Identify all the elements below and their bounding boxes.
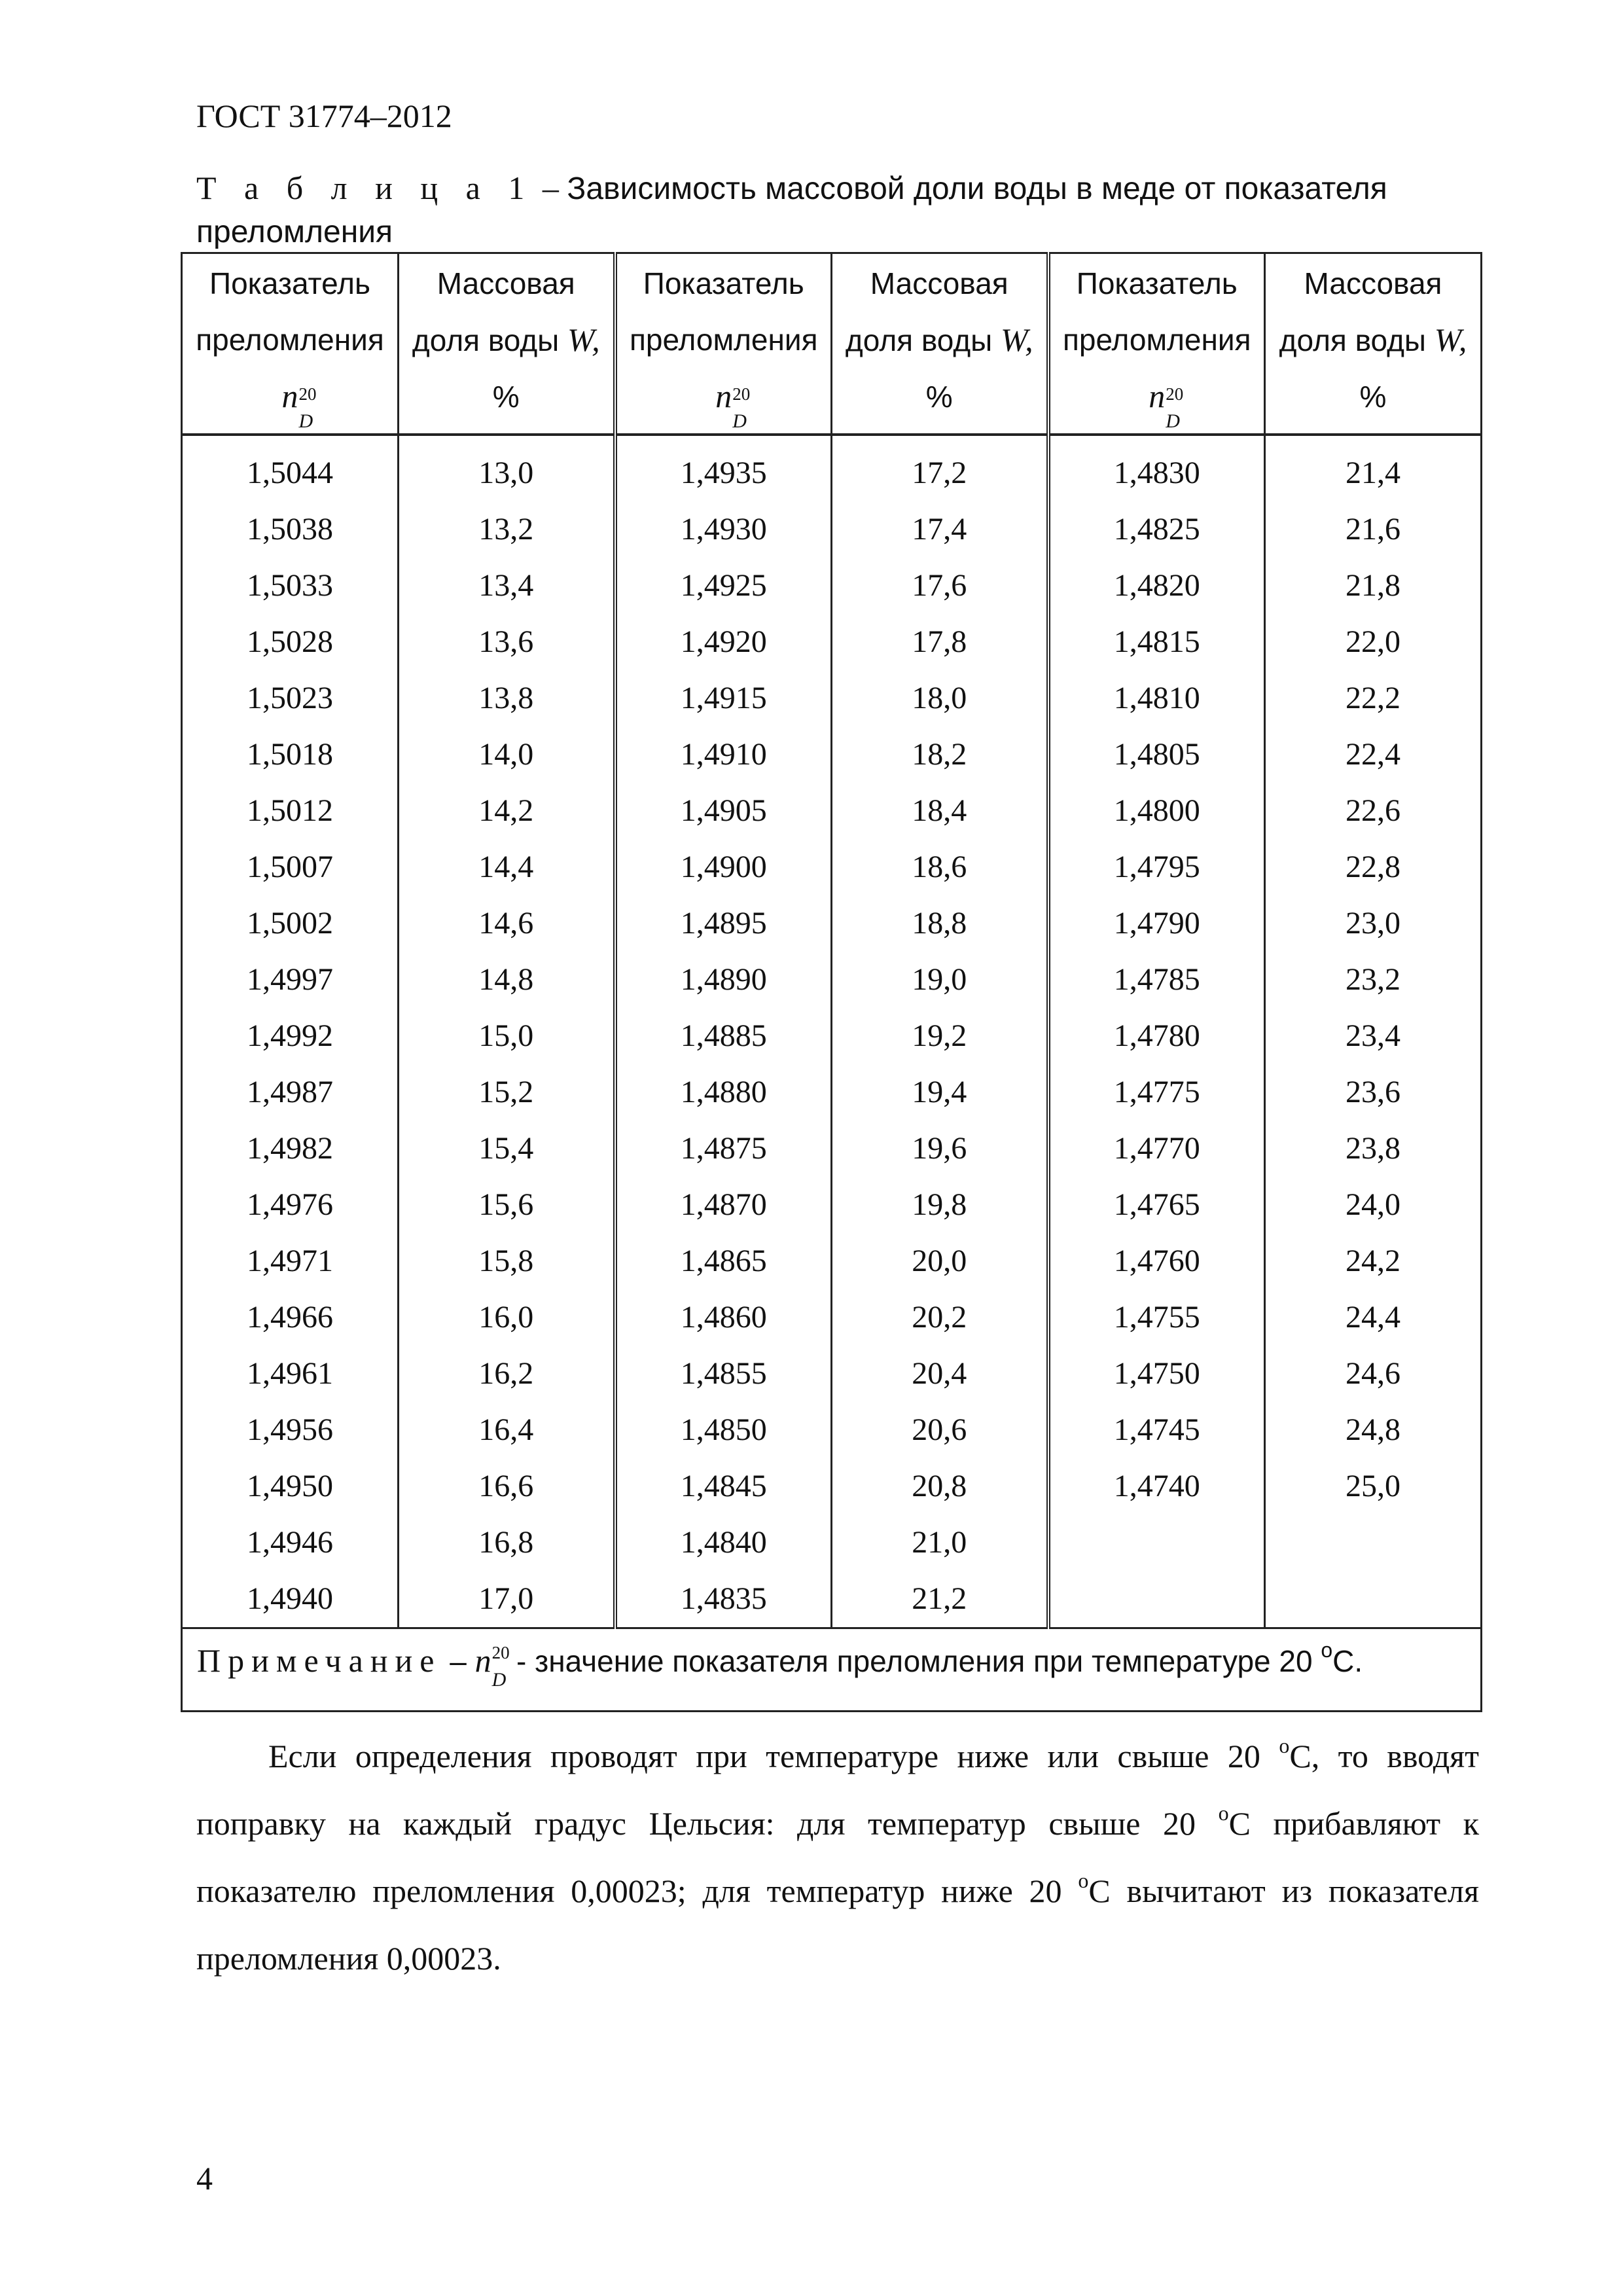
water-value-cell: 21,2 [912,1581,967,1616]
refraction-value-cell: 1,4976 [247,1187,333,1222]
refraction-symbol-sub: D [1166,410,1180,432]
table-caption-dash: – [534,170,567,206]
header-cell-refraction-index [182,253,399,435]
water-value-cell: 22,6 [1346,793,1400,828]
water-value-cell: 15,4 [478,1131,534,1166]
table-caption-label: Т а б л и ц а 1 [196,170,535,206]
water-value-cell: 24,4 [1346,1300,1400,1335]
water-value-cell: 13,8 [478,681,534,715]
header-water-variable: W, [1434,321,1467,358]
water-value-cell: 19,4 [912,1075,967,1109]
column-refraction-values [182,435,399,1628]
header-water-variable: W, [567,321,600,358]
water-value-cell: 15,6 [478,1187,534,1222]
header-cell-water-fraction [399,253,615,435]
water-value-cell: 21,0 [912,1525,967,1560]
refraction-value-cell: 1,4885 [680,1018,767,1053]
refraction-value-cell: 1,5002 [247,906,333,941]
refraction-value-cell: 1,4865 [680,1244,767,1278]
refraction-value-cell: 1,4900 [680,850,767,884]
header-index-line2: преломления [196,323,384,357]
header-cell-refraction-index [1048,253,1265,435]
header-water-line2 [1266,312,1480,368]
refraction-symbol-sup: 20 [732,384,751,404]
water-value-cell: 18,6 [912,850,967,884]
refraction-value-cell: 1,4915 [680,681,767,715]
note-dash: – [441,1644,475,1678]
refraction-value-cell: 1,4920 [680,624,767,659]
water-value-cell: 22,0 [1346,624,1400,659]
note-degree: о [1321,1638,1333,1662]
water-value-cell: 15,2 [478,1075,534,1109]
note-symbol-sub: D [491,1669,507,1691]
refraction-value-cell: 1,4895 [680,906,767,941]
header-index-line2: преломления [629,323,818,357]
refraction-value-cell: 1,4825 [1113,512,1200,547]
paragraph-part2: С, то вводят поправку на каждый градус Цельсия: для температур свыше 20 [196,1738,1480,1842]
header-water-variable: W, [1001,321,1033,358]
refraction-value-cell: 1,4820 [1113,568,1200,603]
water-value-cell: 16,8 [478,1525,534,1560]
refraction-value-cell: 1,4870 [680,1187,767,1222]
header-index-symbol [617,368,831,432]
refraction-value-cell: 1,5028 [247,624,333,659]
water-value-cell: 13,2 [478,512,534,547]
water-value-cell: 20,2 [912,1300,967,1335]
note-text: - значение показателя преломления при температуре 20 [508,1644,1321,1678]
water-value-cell: 17,2 [912,456,967,490]
water-value-cell: 15,8 [478,1244,534,1278]
water-value-cell: 22,8 [1346,850,1400,884]
header-water-text: доля воды [845,323,993,357]
header-index-line1: Показатель [643,266,804,300]
refraction-value-cell: 1,4997 [247,962,333,997]
column-water-values [832,435,1048,1628]
paragraph-text [196,1723,1479,1992]
refraction-value-cell: 1,5018 [247,737,333,772]
water-value-cell: 22,4 [1346,737,1400,772]
water-value-cell: 19,2 [912,1018,967,1053]
refraction-value-cell: 1,4910 [680,737,767,772]
header-water-unit: % [492,380,520,414]
water-value-cell: 17,6 [912,568,967,603]
refraction-value-cell: 1,4835 [680,1581,767,1616]
note-text-end: С. [1332,1644,1363,1678]
header-water-line2 [832,312,1046,368]
water-value-cell: 24,6 [1346,1356,1400,1391]
refraction-water-table [181,252,1482,1712]
refraction-value-cell: 1,5044 [247,456,333,490]
refraction-value-cell: 1,5038 [247,512,333,547]
water-value-cell: 18,0 [912,681,967,715]
note-symbol-sup: 20 [491,1643,510,1662]
water-value-cell: 16,2 [478,1356,534,1391]
refraction-value-cell: 1,4940 [247,1581,333,1616]
water-value-cell: 13,0 [478,456,534,490]
water-value-cell: 23,4 [1346,1018,1400,1053]
refraction-value-cell: 1,4765 [1113,1187,1200,1222]
table-caption [196,167,1479,253]
header-water-line1: Массовая [437,266,575,300]
header-water-unit: % [1359,380,1387,414]
water-value-cell: 17,4 [912,512,967,547]
water-value-cell: 15,0 [478,1018,534,1053]
paragraph-degree2: о [1218,1801,1229,1825]
refraction-symbol-n: n [715,378,732,414]
water-value-cell: 18,4 [912,793,967,828]
header-water-text: доля воды [1279,323,1426,357]
water-value-cell: 20,4 [912,1356,967,1391]
water-value-cell: 17,8 [912,624,967,659]
note-symbol-n: n [474,1642,491,1679]
water-value-cell: 16,0 [478,1300,534,1335]
header-water-text: доля воды [412,323,560,357]
water-value-cell: 17,0 [478,1581,534,1616]
refraction-value-cell: 1,5023 [247,681,333,715]
water-value-cell: 24,8 [1346,1412,1400,1447]
table-note-row [182,1628,1482,1712]
refraction-value-cell: 1,4845 [680,1469,767,1503]
refraction-symbol [1149,378,1184,432]
paragraph-part3: С прибавляют к показателю преломления 0,00023; для температур ниже 20 [196,1805,1480,1909]
table-caption-title-line2: преломления [196,215,393,249]
body-paragraph [196,1723,1479,1992]
refraction-value-cell: 1,4890 [680,962,767,997]
header-water-unit: % [925,380,953,414]
refraction-value-cell: 1,4740 [1113,1469,1200,1503]
refraction-value-cell: 1,4880 [680,1075,767,1109]
water-value-cell: 24,2 [1346,1244,1400,1278]
refraction-value-cell: 1,4810 [1113,681,1200,715]
refraction-value-cell: 1,4860 [680,1300,767,1335]
refraction-value-cell: 1,4805 [1113,737,1200,772]
refraction-value-cell: 1,5033 [247,568,333,603]
paragraph-degree3: о [1078,1869,1089,1892]
paragraph-degree1: о [1279,1734,1290,1757]
water-value-cell: 22,2 [1346,681,1400,715]
header-water-line1: Массовая [870,266,1008,300]
refraction-value-cell: 1,4790 [1113,906,1200,941]
header-index-symbol [183,368,397,432]
refraction-value-cell: 1,4987 [247,1075,333,1109]
header-index-symbol [1050,368,1264,432]
header-water-line1: Массовая [1304,266,1442,300]
refraction-value-cell: 1,4770 [1113,1131,1200,1166]
refraction-value-cell: 1,4992 [247,1018,333,1053]
refraction-value-cell: 1,4982 [247,1131,333,1166]
water-value-cell: 23,8 [1346,1131,1400,1166]
header-cell-water-fraction [832,253,1048,435]
document-header: ГОСТ 31774–2012 [196,98,452,134]
refraction-value-cell: 1,4745 [1113,1412,1200,1447]
water-value-cell: 20,8 [912,1469,967,1503]
page-number: 4 [196,2160,213,2197]
refraction-value-cell: 1,4930 [680,512,767,547]
refraction-value-cell: 1,5012 [247,793,333,828]
water-value-cell: 14,8 [478,962,534,997]
refraction-value-cell: 1,4750 [1113,1356,1200,1391]
header-index-line2: преломления [1062,323,1251,357]
refraction-value-cell: 1,4956 [247,1412,333,1447]
water-value-cell: 20,6 [912,1412,967,1447]
refraction-value-cell: 1,4830 [1113,456,1200,490]
refraction-symbol-sub: D [298,410,313,432]
water-value-cell: 25,0 [1346,1469,1400,1503]
water-value-cell: 23,0 [1346,906,1400,941]
refraction-value-cell: 1,4800 [1113,793,1200,828]
paragraph-part4: С вычитают из показателя преломления 0,00023. [196,1873,1479,1977]
refraction-symbol [281,378,317,432]
water-value-cell: 14,4 [478,850,534,884]
water-value-cell: 18,2 [912,737,967,772]
refraction-value-cell: 1,4780 [1113,1018,1200,1053]
refraction-value-cell: 1,4850 [680,1412,767,1447]
column-water-values [1265,435,1482,1628]
water-value-cell: 19,8 [912,1187,967,1222]
refraction-symbol-sup: 20 [298,384,317,404]
refraction-symbol-sub: D [732,410,747,432]
refraction-value-cell: 1,4760 [1113,1244,1200,1278]
table-note [182,1628,1482,1712]
water-value-cell: 24,0 [1346,1187,1400,1222]
refraction-value-cell: 1,4966 [247,1300,333,1335]
refraction-symbol-n: n [281,378,298,414]
refraction-value-cell: 1,4950 [247,1469,333,1503]
water-value-cell: 23,2 [1346,962,1400,997]
table-caption-title-line1: Зависимость массовой доли воды в меде от показателя [567,171,1387,206]
refraction-value-cell: 1,4905 [680,793,767,828]
refraction-value-cell: 1,4961 [247,1356,333,1391]
paragraph-part1: Если определения проводят при температуре ниже или свыше 20 [268,1738,1279,1774]
water-value-cell: 21,8 [1346,568,1400,603]
refraction-symbol [715,378,751,432]
table-body-row [182,435,1482,1628]
refraction-value-cell: 1,4946 [247,1525,333,1560]
refraction-value-cell: 1,4971 [247,1244,333,1278]
refraction-value-cell: 1,5007 [247,850,333,884]
water-value-cell: 13,4 [478,568,534,603]
water-value-cell: 14,2 [478,793,534,828]
refraction-value-cell: 1,4925 [680,568,767,603]
column-refraction-values [615,435,832,1628]
water-value-cell: 23,6 [1346,1075,1400,1109]
header-cell-water-fraction [1265,253,1482,435]
note-label: Примечание [197,1642,442,1679]
refraction-value-cell: 1,4755 [1113,1300,1200,1335]
header-index-line1: Показатель [209,266,370,300]
note-symbol [474,1642,510,1691]
water-value-cell: 20,0 [912,1244,967,1278]
header-cell-refraction-index [615,253,832,435]
header-water-line2 [399,312,613,368]
refraction-value-cell: 1,4775 [1113,1075,1200,1109]
refraction-symbol-n: n [1149,378,1166,414]
table-header-row [182,253,1482,435]
refraction-value-cell: 1,4840 [680,1525,767,1560]
refraction-value-cell: 1,4935 [680,456,767,490]
refraction-symbol-sup: 20 [1166,384,1184,404]
water-value-cell: 18,8 [912,906,967,941]
refraction-value-cell: 1,4855 [680,1356,767,1391]
refraction-value-cell: 1,4785 [1113,962,1200,997]
water-value-cell: 16,6 [478,1469,534,1503]
water-value-cell: 19,0 [912,962,967,997]
water-value-cell: 16,4 [478,1412,534,1447]
water-value-cell: 21,4 [1346,456,1400,490]
water-value-cell: 14,0 [478,737,534,772]
water-value-cell: 19,6 [912,1131,967,1166]
water-value-cell: 21,6 [1346,512,1400,547]
refraction-value-cell: 1,4875 [680,1131,767,1166]
refraction-value-cell: 1,4795 [1113,850,1200,884]
water-value-cell: 13,6 [478,624,534,659]
refraction-value-cell: 1,4815 [1113,624,1200,659]
water-value-cell: 14,6 [478,906,534,941]
column-refraction-values [1048,435,1265,1628]
column-water-values [399,435,615,1628]
header-index-line1: Показатель [1076,266,1238,300]
